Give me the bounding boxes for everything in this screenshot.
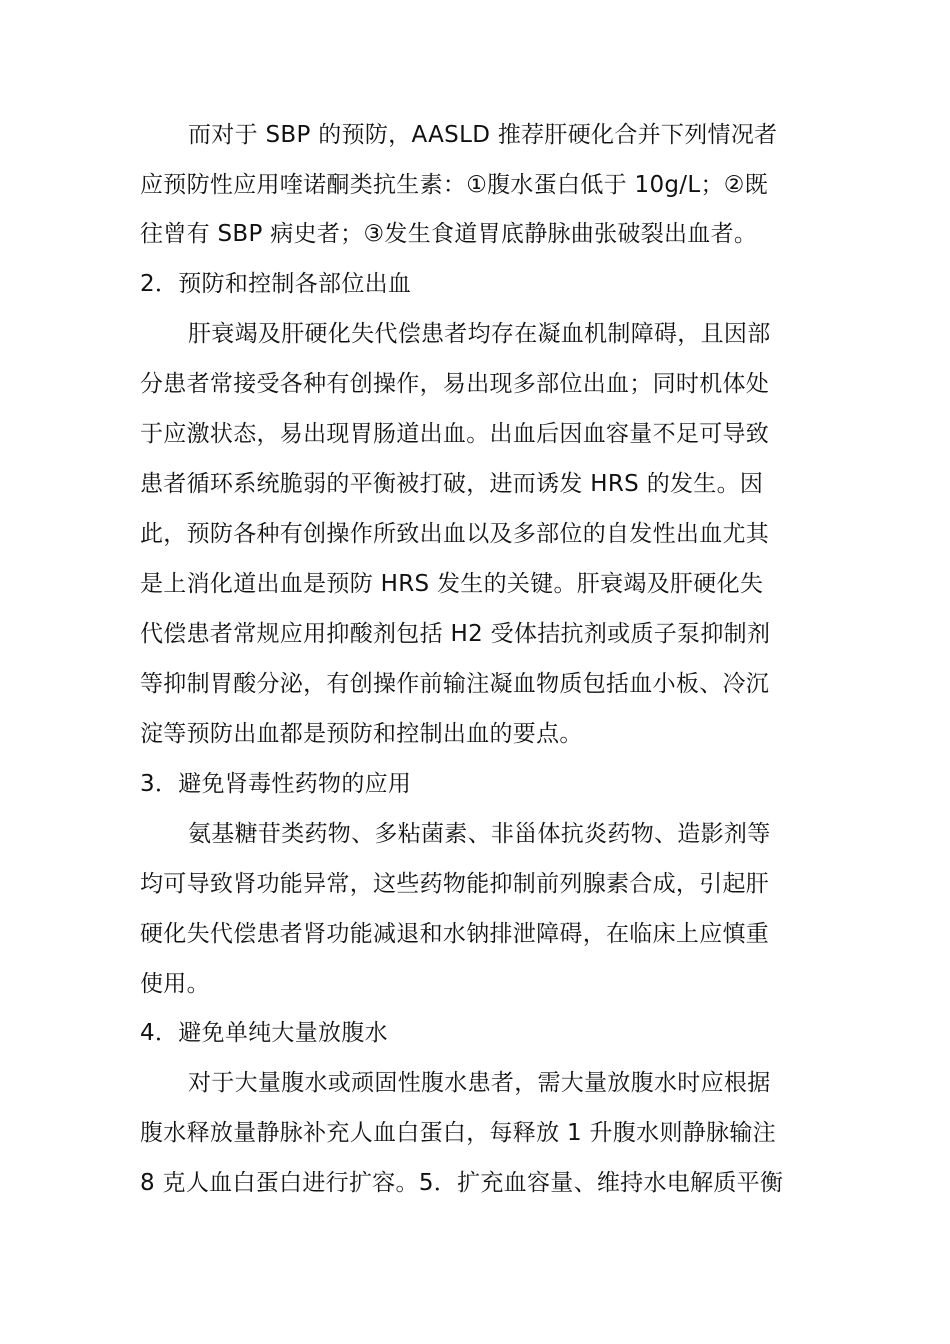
paragraph-line: 此，预防各种有创操作所致出血以及多部位的自发性出血尤其 [140, 521, 770, 547]
paragraph-line: 患者循环系统脆弱的平衡被打破，进而诱发 HRS 的发生。因 [140, 471, 764, 497]
paragraph-line: 8 克人血白蛋白进行扩容。5．扩充血容量、维持水电解质平衡 [140, 1170, 784, 1196]
section-heading: 4．避免单纯大量放腹水 [140, 1020, 388, 1046]
paragraph-line: 而对于 SBP 的预防，AASLD 推荐肝硬化合并下列情况者 [188, 122, 778, 148]
paragraph-line: 分患者常接受各种有创操作，易出现多部位出血；同时机体处 [140, 371, 770, 397]
paragraph-line: 是上消化道出血是预防 HRS 发生的关键。肝衰竭及肝硬化失 [140, 571, 764, 597]
paragraph-line: 于应激状态，易出现胃肠道出血。出血后因血容量不足可导致 [140, 421, 770, 447]
paragraph-line: 使用。 [140, 971, 210, 997]
paragraph-line: 均可导致肾功能异常，这些药物能抑制前列腺素合成，引起肝 [140, 871, 770, 897]
paragraph-line: 代偿患者常规应用抑酸剂包括 H2 受体拮抗剂或质子泵抑制剂 [140, 621, 771, 647]
paragraph-line: 硬化失代偿患者肾功能减退和水钠排泄障碍，在临床上应慎重 [140, 921, 770, 947]
section-heading: 3．避免肾毒性药物的应用 [140, 771, 412, 797]
paragraph-line: 对于大量腹水或顽固性腹水患者，需大量放腹水时应根据 [188, 1070, 771, 1096]
paragraph-line: 淀等预防出血都是预防和控制出血的要点。 [140, 721, 583, 747]
paragraph-line: 肝衰竭及肝硬化失代偿患者均存在凝血机制障碍，且因部 [188, 321, 771, 347]
paragraph-line: 腹水释放量静脉补充人血白蛋白，每释放 1 升腹水则静脉输注 [140, 1120, 776, 1146]
paragraph-line: 应预防性应用喹诺酮类抗生素：①腹水蛋白低于 10g/L；②既 [140, 172, 768, 198]
paragraph-line: 氨基糖苷类药物、多粘菌素、非甾体抗炎药物、造影剂等 [188, 821, 771, 847]
paragraph-line: 往曾有 SBP 病史者；③发生食道胃底静脉曲张破裂出血者。 [140, 221, 758, 247]
section-heading: 2．预防和控制各部位出血 [140, 271, 412, 297]
paragraph-line: 等抑制胃酸分泌，有创操作前输注凝血物质包括血小板、冷沉 [140, 671, 770, 697]
